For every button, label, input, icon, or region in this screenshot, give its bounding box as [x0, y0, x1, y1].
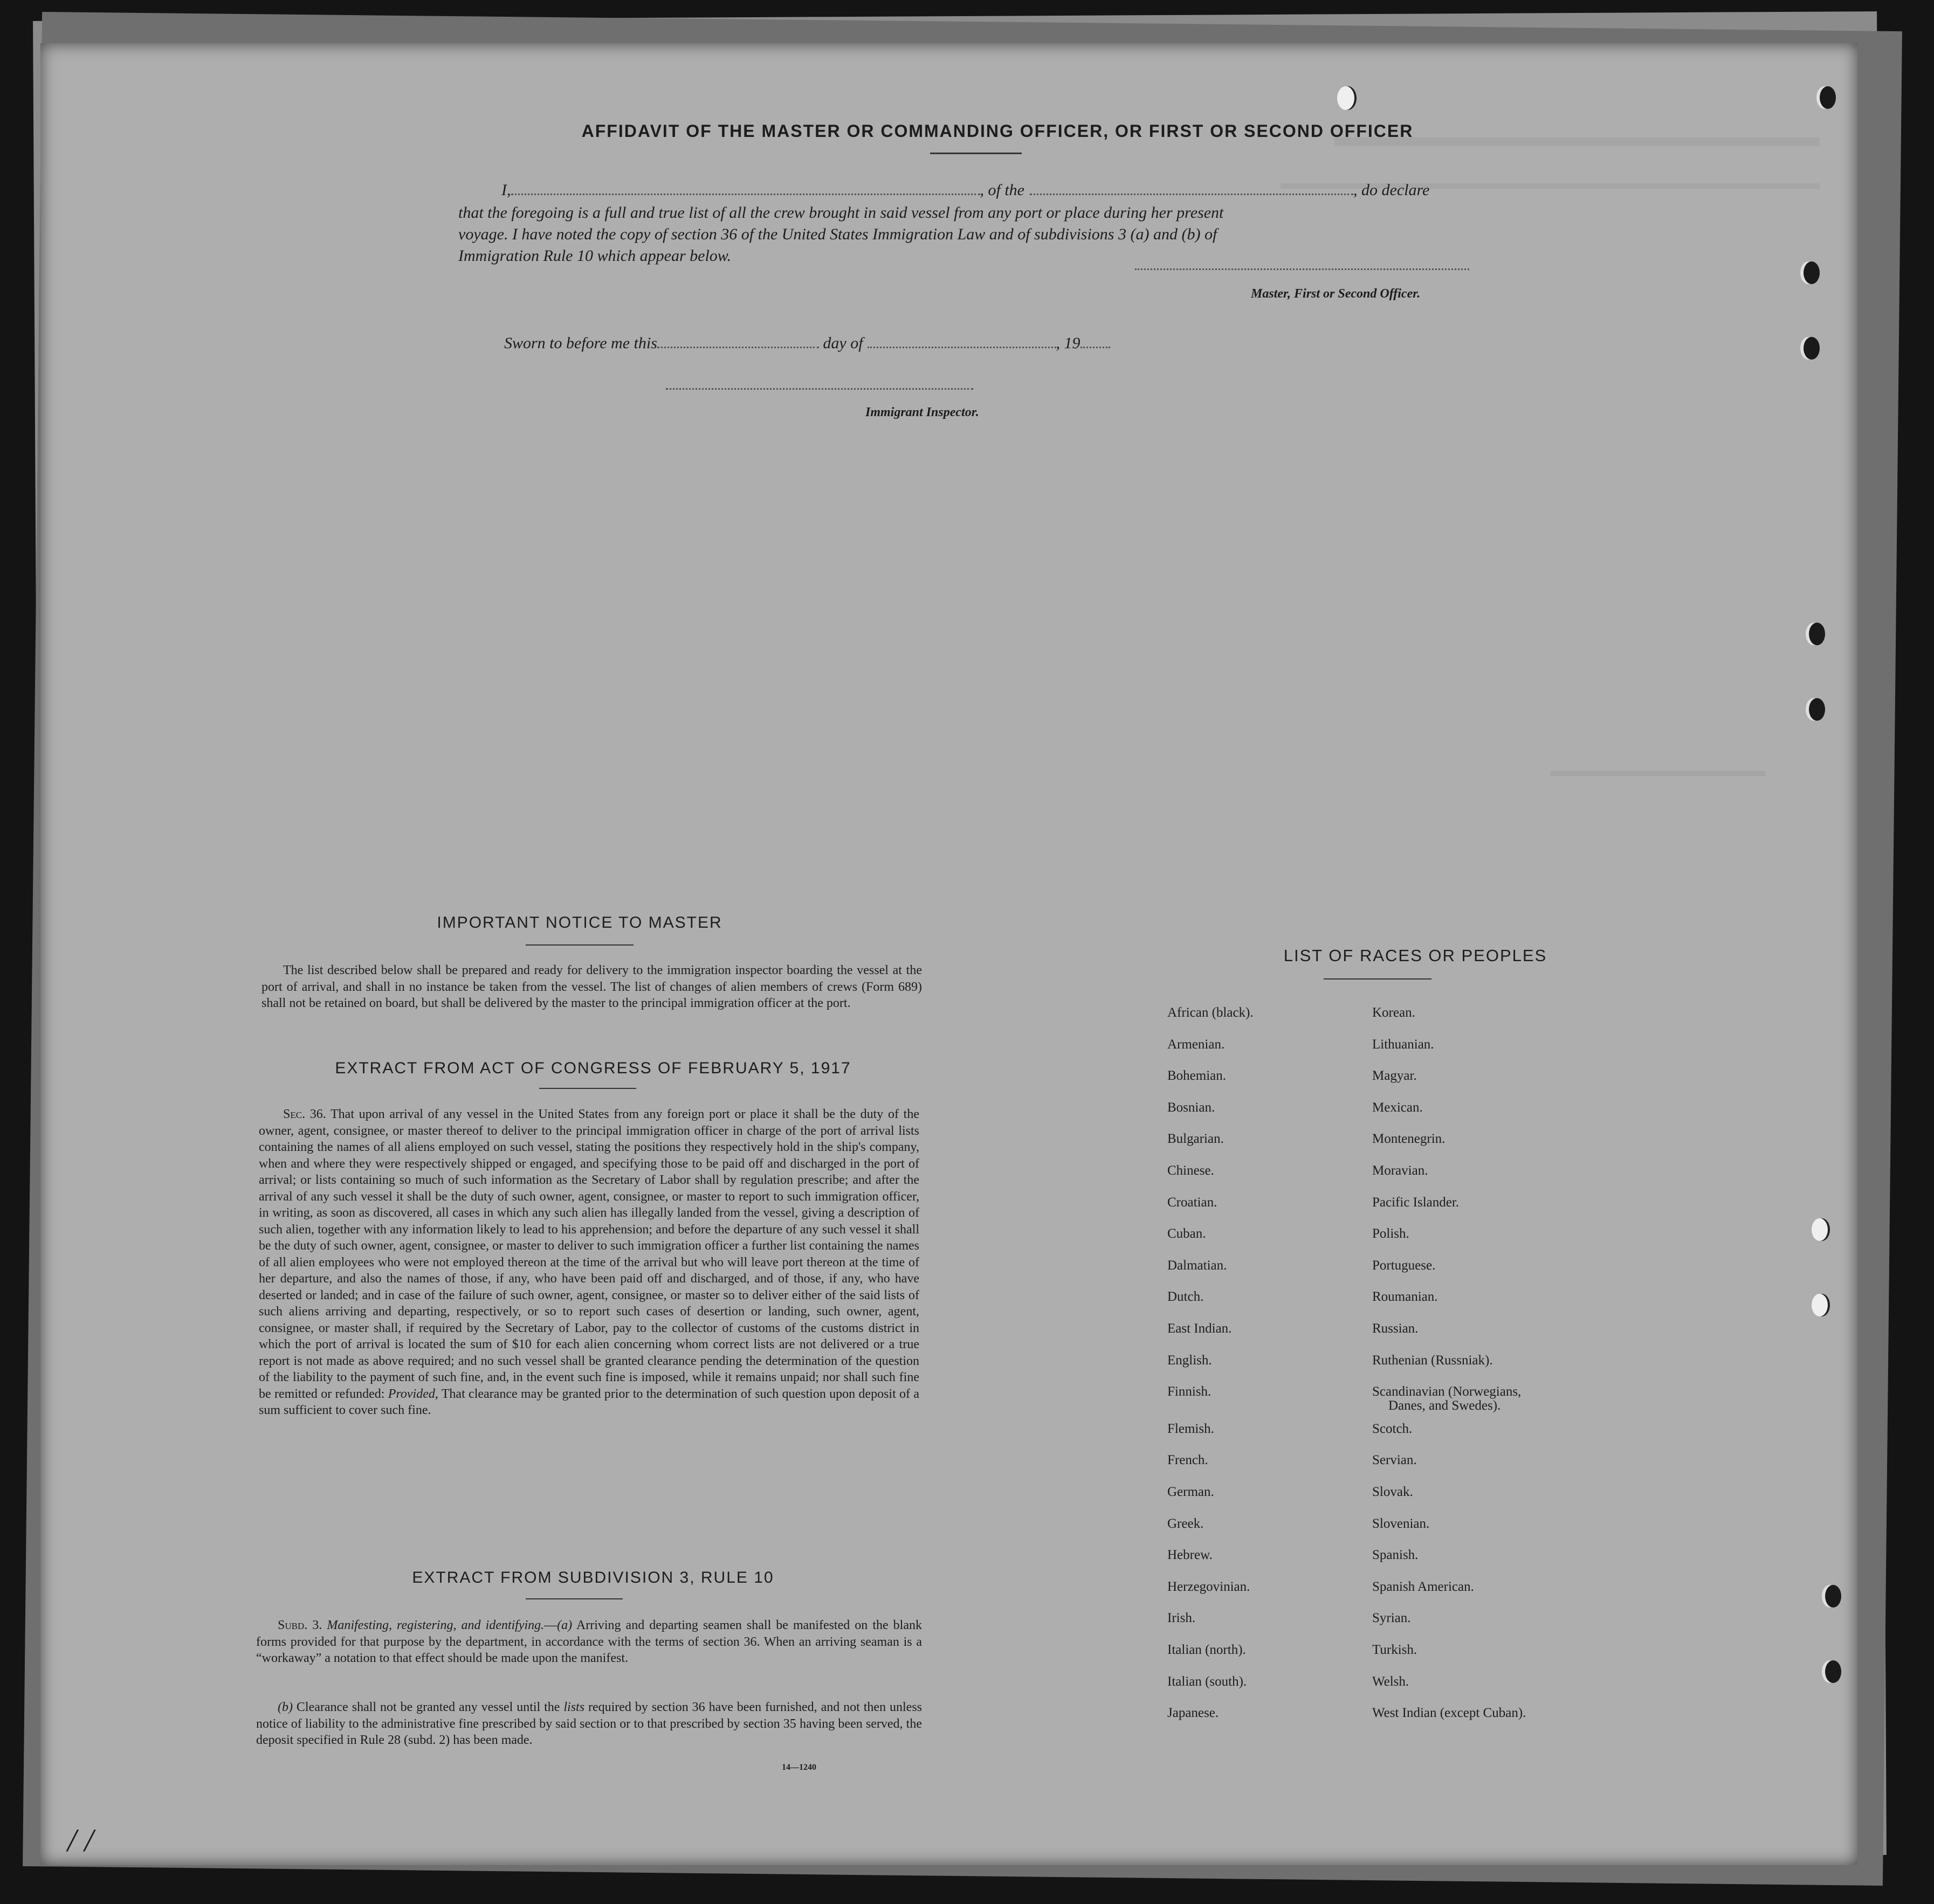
- month-blank: [868, 347, 1056, 348]
- race-item: Scandinavian (Norwegians,: [1372, 1384, 1522, 1399]
- affidavit-of-the: , of the: [980, 181, 1024, 199]
- race-item: Slovak.: [1372, 1485, 1413, 1499]
- act-text-part2: That clearance may be granted prior to the determination of such question upon deposit of a sum sufficient to cover such fine.: [259, 1386, 919, 1417]
- race-item: Bohemian.: [1167, 1068, 1227, 1084]
- race-item: Italian (north).: [1167, 1643, 1246, 1657]
- act-text-part1: That upon arrival of any vessel in the United States from any foreign port or place it shall be the duty of the owner, agent, consignee, or master thereof to deliver to the principal immigration officer in charge of the port of arrival lists containing the names of all aliens employed on such vessel, stating the positions they respectively hold in the ship's company, when and where they were respectively shipped or engaged, and specifying those to be paid off and discharged in the port of arrival; or lists containing so much of such information as the Secretary of Labor shall by regulation prescribe; and after the arrival of any such vessel it shall be the duty of such owner, agent, consignee, or master to report to such immigration officer, in writing, as soon as discovered, all cases in which any such alien has illegally landed from the vessel, giving a description of such alien, together with any information likely to lead to his apprehension; and before the departure of any such vessel it shall be the duty of such owner, agent, consignee, or master to deliver to such immigration officer a further list containing the names of all alien employees who were not employed thereon at the time of the arrival but who will leave port thereon at the time of her departure, and also the names of those, if any, who have been paid off and discharged, and of those, if any, who have deserted or landed; and in case of the failure of such owner, agent, consignee, or master so to deliver either of the said lists of such aliens arriving and departing, respectively, or so to report such cases of desertion or landing, such owner, agent, consignee, or master shall, if required by the Secretary of Labor, pay to the collector of customs of the customs district in which the port of arrival is located the sum of $10 for each alien concerning whom correct lists are not delivered or a true report is not made as above required; and no such vessel shall be granted clearance pending the determination of the question of the liability to the payment of such fine, and, in the event such fine is imposed, while it remains unpaid; nor shall such fine be remitted or refunded:: [259, 1107, 919, 1401]
- race-item: Russian.: [1372, 1321, 1419, 1336]
- rule-para-a: Subd. 3. Manifesting, registering, and identifying.—(a) Arriving and departing seamen shall be manifested on the blank forms provided for that purpose by the department, in accordance with the terms of section 36. When an arriving seaman is a “workaway” a notation to that effect should be made upon the manifest.: [256, 1618, 922, 1665]
- margin-mark: / /: [67, 1823, 94, 1858]
- race-continuation: Danes, and Swedes).: [1388, 1398, 1501, 1413]
- sworn-line: [504, 334, 1110, 353]
- name-blank: [511, 194, 980, 195]
- race-item: Roumanian.: [1372, 1289, 1438, 1305]
- para-b-mark: (b): [278, 1700, 293, 1714]
- divider: [1324, 978, 1431, 979]
- signature-label: Master, First or Second Officer.: [1251, 287, 1421, 301]
- divider: [526, 944, 634, 946]
- section-label: Sec. 36.: [283, 1107, 326, 1121]
- binder-hole-icon: [1812, 1218, 1828, 1241]
- race-item: Magyar.: [1372, 1068, 1417, 1084]
- inspector-signature-line: [666, 388, 973, 390]
- para-b-lists: lists: [563, 1700, 585, 1714]
- race-item: Syrian.: [1372, 1611, 1411, 1626]
- binder-hole-icon: [1809, 623, 1825, 645]
- para-a-text: Arriving and departing seamen shall be manifested on the blank forms provided for that purpose by the department, in accordance with the terms of section 36. When an arriving seaman is a “workaway” a notation to that effect should be made upon the manifest.: [256, 1618, 922, 1665]
- para-b-part1: Clearance shall not be granted any vessel until the: [296, 1700, 560, 1714]
- race-item: Korean.: [1372, 1005, 1415, 1020]
- race-item: Herzegovinian.: [1167, 1579, 1250, 1594]
- binder-hole-icon: [1337, 86, 1354, 110]
- race-item: Moravian.: [1372, 1163, 1428, 1178]
- race-item: Chinese.: [1167, 1163, 1214, 1178]
- race-item: Japanese.: [1167, 1706, 1219, 1721]
- affidavit-line3: voyage. I have noted the copy of section 36 of the United States Immigration Law and of subdivisions 3 (a) and (b) of: [458, 225, 1217, 243]
- rule-title: EXTRACT FROM SUBDIVISION 3, RULE 10: [412, 1569, 774, 1586]
- affidavit-declare: , do declare: [1353, 181, 1430, 199]
- sworn-prefix: Sworn to before me this: [504, 334, 657, 352]
- race-item: Spanish American.: [1372, 1579, 1474, 1594]
- signature-line: [1135, 268, 1469, 270]
- para-b-part2: required by section 36 have been furnished, and not then unless notice of liability to the administrative fine prescribed by said section or to that prescribed by section 35 having been served, the deposit specified in Rule 28 (subd. 2) has been made.: [256, 1700, 922, 1747]
- binder-hole-icon: [1825, 1660, 1841, 1683]
- race-item: German.: [1167, 1485, 1214, 1499]
- race-item: Armenian.: [1167, 1037, 1225, 1052]
- affidavit-title: AFFIDAVIT OF THE MASTER OR COMMANDING OFFICER, OR FIRST OR SECOND OFFICER: [581, 121, 1414, 141]
- divider: [930, 153, 1022, 154]
- race-item: Finnish.: [1167, 1384, 1212, 1399]
- race-item: Croatian.: [1167, 1195, 1217, 1210]
- subd-heading: Manifesting, registering, and identifying.: [327, 1618, 545, 1632]
- affidavit-i: I,: [501, 181, 511, 199]
- notice-text: The list described below shall be prepared and ready for delivery to the immigration inspector boarding the vessel at the port of arrival, and shall in no instance be taken from the vessel. The list of changes of alien members of crews (Form 689) shall not be retained on board, but shall be delivered by the master to the principal immigration officer at the port.: [261, 963, 922, 1010]
- race-item: Bosnian.: [1167, 1100, 1215, 1115]
- race-item: Portuguese.: [1372, 1258, 1436, 1273]
- race-item: Pacific Islander.: [1372, 1195, 1460, 1210]
- provided-label: Provided,: [388, 1386, 438, 1401]
- race-item: Hebrew.: [1167, 1548, 1213, 1563]
- act-text: [259, 1106, 919, 1419]
- race-item: Mexican.: [1372, 1100, 1423, 1115]
- sworn-year: , 19: [1056, 334, 1080, 352]
- form-number: 14—1240: [782, 1763, 816, 1772]
- race-item: Scotch.: [1372, 1421, 1413, 1436]
- race-item: West Indian (except Cuban).: [1372, 1706, 1526, 1721]
- race-item: French.: [1167, 1453, 1208, 1468]
- inspector-label: Immigrant Inspector.: [865, 405, 979, 419]
- binder-hole-icon: [1812, 1294, 1828, 1316]
- binder-hole-icon: [1804, 337, 1820, 360]
- race-item: Flemish.: [1167, 1421, 1214, 1436]
- binder-hole-icon: [1820, 86, 1836, 109]
- race-item: Bulgarian.: [1167, 1132, 1224, 1147]
- race-item: Dutch.: [1167, 1289, 1204, 1305]
- vessel-blank: [1030, 194, 1353, 195]
- divider: [539, 1088, 636, 1089]
- race-item: Dalmatian.: [1167, 1258, 1227, 1273]
- para-a-mark: (a): [557, 1618, 573, 1632]
- race-item: Cuban.: [1167, 1226, 1206, 1241]
- sworn-day-of: day of: [823, 334, 863, 352]
- race-item: Turkish.: [1372, 1643, 1417, 1657]
- race-item: Irish.: [1167, 1611, 1196, 1626]
- binder-hole-icon: [1809, 698, 1825, 721]
- document-page: [40, 43, 1857, 1865]
- binder-hole-icon: [1804, 261, 1820, 284]
- race-item: Polish.: [1372, 1226, 1409, 1241]
- race-item: Lithuanian.: [1372, 1037, 1434, 1052]
- race-item: East Indian.: [1167, 1321, 1232, 1336]
- subd-label: Subd. 3.: [278, 1618, 322, 1632]
- year-blank: [1080, 347, 1110, 348]
- notice-title: IMPORTANT NOTICE TO MASTER: [437, 914, 722, 932]
- races-title: LIST OF RACES OR PEOPLES: [1283, 946, 1547, 965]
- affidavit-line2: that the foregoing is a full and true list of all the crew brought in said vessel from any port or place during her present: [458, 204, 1224, 222]
- race-item: Spanish.: [1372, 1548, 1419, 1563]
- race-item: African (black).: [1167, 1005, 1254, 1020]
- affidavit-line1: [501, 181, 1429, 199]
- rule-para-b: [256, 1699, 922, 1749]
- affidavit-line4: Immigration Rule 10 which appear below.: [458, 247, 732, 265]
- race-item: Welsh.: [1372, 1674, 1409, 1689]
- race-item: Servian.: [1372, 1453, 1417, 1468]
- divider: [526, 1598, 623, 1599]
- day-blank: [657, 347, 819, 348]
- race-item: Slovenian.: [1372, 1516, 1430, 1531]
- act-title: EXTRACT FROM ACT OF CONGRESS OF FEBRUARY 5, 1917: [335, 1059, 851, 1077]
- race-item: Italian (south).: [1167, 1674, 1247, 1689]
- race-item: English.: [1167, 1353, 1212, 1368]
- binder-hole-icon: [1825, 1585, 1841, 1608]
- race-item: Ruthenian (Russniak).: [1372, 1353, 1493, 1368]
- race-item: Montenegrin.: [1372, 1132, 1446, 1147]
- bleed-through: [1550, 771, 1766, 776]
- race-item: Greek.: [1167, 1516, 1204, 1531]
